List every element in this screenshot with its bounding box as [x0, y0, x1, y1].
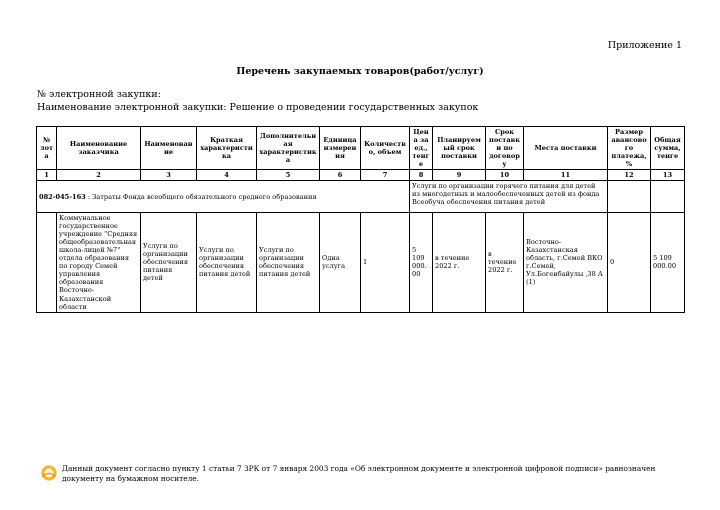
header-row	[37, 127, 685, 170]
column-number: 2	[57, 170, 141, 181]
column-number: 4	[197, 170, 257, 181]
column-number: 1	[37, 170, 57, 181]
column-number: 13	[651, 170, 685, 181]
column-number: 10	[486, 170, 524, 181]
header-cell: Наименование заказчика	[57, 127, 141, 170]
appendix-label: Приложение 1	[607, 40, 682, 51]
delivery-place: Восточно-Казахстанская область, г.Семей ВКО г.Семей, Ул.Богенбайулы ,38 А (1)	[524, 213, 608, 312]
procurement-number: № электронной закупки:	[37, 89, 161, 100]
budget-group-row	[37, 181, 685, 213]
quantity: 1	[361, 213, 410, 312]
empty-cell	[651, 181, 685, 213]
footer-legal-text: Данный документ согласно пункту 1 статьи 7 ЗРК от 7 января 2003 года «Об электронном документе и электронной цифровой подписи» равнозначен документу на бумажном носителе.	[62, 464, 656, 483]
lot-number	[37, 213, 57, 312]
column-number: 11	[524, 170, 608, 181]
customer-name: Коммунальное государственное учреждение "Средняя общеобразовательная школа-лицей №7" отдела образования по городу Семей управления образования Восточно-Казахстанской области	[57, 213, 141, 312]
column-number: 5	[257, 170, 320, 181]
procurement-name: Наименование электронной закупки: Решение о проведении государственных закупок	[37, 102, 479, 113]
budget-description: : Затраты Фонда всеобщего обязательного среднего образования	[87, 192, 317, 201]
header-cell: Количество, объем	[361, 127, 410, 170]
header-cell: Общая сумма, тенге	[651, 127, 685, 170]
contract-delivery: в течение 2022 г.	[486, 213, 524, 312]
unit-of-measure: Одна услуга	[320, 213, 361, 312]
column-number: 7	[361, 170, 410, 181]
unit-price: 5 109 000.00	[410, 213, 433, 312]
column-number: 8	[410, 170, 433, 181]
footer	[40, 464, 690, 484]
procurement-items-table	[36, 126, 685, 313]
header-cell: Наименование	[141, 127, 197, 170]
header-cell: Краткая характеристика	[197, 127, 257, 170]
short-description: Услуги по организации обеспечения питания детей	[197, 213, 257, 312]
header-cell: Цена за ед., тенге	[410, 127, 433, 170]
planned-delivery: в течение 2022 г.	[433, 213, 486, 312]
header-cell: Размер авансового платежа, %	[608, 127, 651, 170]
column-number: 9	[433, 170, 486, 181]
empty-cell	[608, 181, 651, 213]
header-cell: Единица измерения	[320, 127, 361, 170]
column-number-row	[37, 170, 685, 181]
advance-payment: 0	[608, 213, 651, 312]
e-signature-seal-icon	[40, 464, 58, 482]
header-cell: № лота	[37, 127, 57, 170]
budget-group-cell	[37, 181, 410, 213]
table-row	[37, 213, 685, 312]
header-cell: Дополнительная характеристика	[257, 127, 320, 170]
column-number: 6	[320, 170, 361, 181]
column-number: 3	[141, 170, 197, 181]
column-number: 12	[608, 170, 651, 181]
header-cell: Места поставки	[524, 127, 608, 170]
total-amount: 5 109 000.00	[651, 213, 685, 312]
header-cell: Срок поставки по договору	[486, 127, 524, 170]
service-description: Услуги по организации горячего питания для детей из многодетных и малообеспеченных детей из фонда Всеобуча обеспечения питания детей	[410, 181, 608, 213]
item-name: Услуги по организации обеспечения питания детей	[141, 213, 197, 312]
header-cell: Планируемый срок поставки	[433, 127, 486, 170]
budget-code: 082-045-163	[39, 192, 86, 201]
document-title: Перечень закупаемых товаров(работ/услуг)	[236, 66, 484, 77]
additional-description: Услуги по организации обеспечения питания детей	[257, 213, 320, 312]
